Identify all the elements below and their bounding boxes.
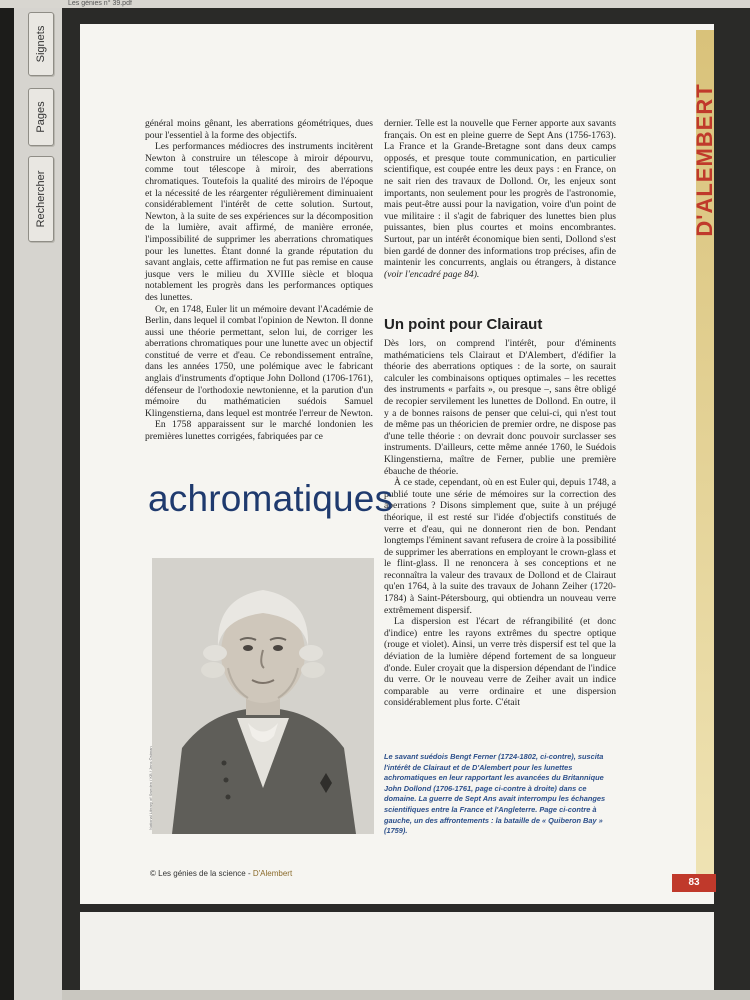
paragraph-text: dernier. Telle est la nouvelle que Ferner apporte aux savants français. On est en pleine guerre de Sept Ans (1756-1763). La France et la Grande-Bretagne sont dans deux camps opposés, et presque toute communication, en particulier scientifique, est coupée entre les deux pays : en France, on ne sait rien des travaux de Dollond. Or, les enjeux sont importants, non seulement pour les progrès de l'astronomie, mais peut-être aussi pour la navigation, voire d'un point de vue militaire : il s'agit de fabriquer des lunettes bien plus puissantes, bien plus courtes et moins encombrantes. Surtout, par un intérêt économique bien senti, Dollond s'est bien gardé de donner des informations trop précises, afin de maintenir les concurrents, anglais ou étrangers, à distance (384, 118, 616, 269)
viewer-bottom-toolbar (62, 990, 750, 1000)
portrait-figure (152, 558, 374, 834)
right-text-column (384, 118, 616, 280)
figure-caption: Le savant suédois Bengt Ferner (1724-1802, ci-contre), suscita l'intérêt de Clairaut et de D'Alembert pour les lunettes achromatiques en leur rapportant les avancées du Britannique John Dollond (1706-1761, page ci-contre à droite) dans ce domaine. La guerre de Sept Ans avait interrompu les échanges scientifiques entre la France et l'Angleterre. Page ci-contre à gauche, un des affrontements : la bataille de « Quiberon Bay » (1759). (384, 752, 606, 836)
footer-series (150, 869, 292, 878)
section-heading: Un point pour Clairaut (384, 316, 543, 333)
tab-rechercher-label: Rechercher (35, 170, 47, 228)
viewer-title-strip: Les génies n° 39.pdf (0, 0, 750, 8)
page-number: 83 (672, 874, 716, 892)
tab-rechercher[interactable] (28, 156, 54, 242)
footer-subject: D'Alembert (252, 869, 293, 878)
next-page-edge (80, 912, 714, 992)
article-title: achromatiques (148, 478, 394, 519)
cross-reference: (voir l'encadré page 84). (384, 268, 480, 280)
navigation-side-panel (14, 8, 63, 1000)
photo-credit: National Library of Sweden / KB / Jens Östman (148, 746, 153, 830)
paragraph (384, 118, 616, 280)
paragraph: La dispersion est l'écart de réfrangibilité (et donc d'indice) entre les rayons extrêmes du spectre optique (rouge et violet). Ainsi, un verre très dispersif est tel que la déviation de la lumière dépend fortement de sa longueur d'onde. Euler croyait que la dispersion dépendant de l'indice du verre. Or le nouveau verre de Zeiher avait un indice comparable au verre ordinaire et une dispersion considérablement plus forte. C'était (384, 616, 616, 709)
footer-separator: - (245, 869, 253, 878)
tab-signets[interactable] (28, 12, 54, 76)
paragraph: Les performances médiocres des instruments incitèrent Newton à construire un télescope à miroir dépourvu, comme tout télescope à miroir, des aberrations chromatiques. Toutefois la qualité des miroirs de l'époque et la nécessité de les réargenter régulièrement diminuaient considérablement l'intérêt de cette solution. Surtout, Newton, à la suite de ses expériences sur la décomposition de la lumière, avait affirmé, de manière erronée, l'impossibilité de supprimer les aberrations chromatiques pour les lunettes. Étant donné la grande réputation du savant anglais, cette affirmation ne fut pas remise en cause jusque vers le milieu du XVIIIe siècle et bloqua notablement les progrès dans les performances optiques des lunettes. (145, 141, 373, 303)
tab-pages-label: Pages (35, 101, 47, 133)
paragraph: En 1758 apparaissent sur le marché londonien les premières lunettes corrigées, fabriquées par ce (145, 419, 373, 443)
paragraph: Dès lors, on comprend l'intérêt, pour d'éminents mathématiciens tels Clairaut et D'Alembert, d'édifier la théorie des aberrations optiques : de la sorte, on saurait calculer les combinaisons optiques optimales – les recettes des instruments « parfaits », ou presque –, sans être obligé de recopier servilement les lunettes de Dollond. En outre, il y a de bonnes raisons de penser que celui-ci, qui n'est tout de même pas un théoricien de premier ordre, ne dispose pas d'une telle théorie : on devrait donc pouvoir surclasser ses instruments. D'ailleurs, cette même année 1760, le Suédois Klingenstierna, maître de Ferner, publie une première ébauche de théorie. (384, 338, 616, 477)
paragraph: À ce stade, cependant, où en est Euler qui, depuis 1748, a publié toute une série de mémoires sur la correction des aberrations ? Disons simplement que, suite à un préjugé théorique, il est resté sur l'idée d'objectifs constitués de verre et d'eau, qui ne donneront rien de bon. Pendant longtemps l'éminent savant refusera de croire à la possibilité de supprimer les aberrations en employant le crown-glass et le flint-glass. Il ne renoncera à ses conceptions et ne reconnaîtra la valeur des travaux de Dollond et de Clairaut qu'en 1764, à la suite des travaux de Johann Zeiher (1720-1784) à Saint-Pétersbourg, qui obtiendra un nouveau verre extrêmement dispersif. (384, 477, 616, 616)
right-text-column-continued (384, 338, 616, 709)
chapter-label: D'ALEMBERT (692, 83, 717, 237)
portrait-engraving (152, 558, 374, 834)
paragraph: général moins gênant, les aberrations géométriques, dues pour l'essentiel à la forme des objectifs. (145, 118, 373, 141)
paragraph: Or, en 1748, Euler lit un mémoire devant l'Académie de Berlin, dans lequel il combat l'opinion de Newton. Il donne aussi une théorie permettant, selon lui, de corriger les aberrations chromatiques pour une lunette avec un objectif constitué de verre et d'eau. Ce rebondissement entraîne, dans les années 1750, une polémique avec le fabricant anglais d'instruments d'optique John Dollond (1706-1761), défenseur de l'orthodoxie newtonienne, et la parution d'un mémoire du mathématicien suédois Samuel Klingenstierna, dans lequel est montrée l'erreur de Newton. (145, 303, 373, 419)
tab-pages[interactable] (28, 88, 54, 146)
tab-signets-label: Signets (35, 25, 47, 63)
left-text-column (145, 118, 373, 443)
footer-series-title: © Les génies de la science (150, 869, 246, 878)
